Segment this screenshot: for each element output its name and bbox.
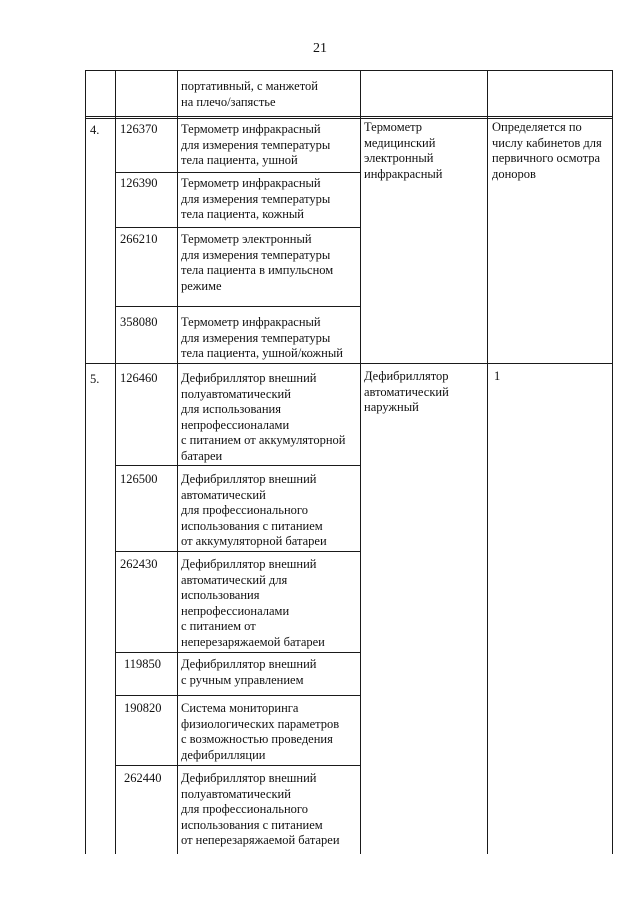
row-quantity: 1 [494,369,501,383]
item-code: 126370 [120,122,158,136]
page-number: 21 [313,41,327,56]
item-name: Дефибриллятор внешний полуавтоматический для профессионального использования с питанием от неперезаряжаемой батареи [181,771,340,847]
item-name: Термометр электронный для измерения температуры тела пациента в импульсном режиме [181,232,334,293]
item-name: Термометр инфракрасный для измерения температуры тела пациента, ушной [181,122,331,167]
cont-item-name: портативный, с манжетой на плечо/запястье [181,79,318,109]
item-code: 126460 [120,371,158,385]
item-code: 119850 [124,657,162,671]
item-code: 262440 [124,771,162,785]
row-number: 5. [90,372,100,386]
item-name: Дефибриллятор внешний автоматический для использования непрофессионалами с питанием от неперезаряжаемой батареи [181,557,325,649]
row-quantity: Определяется по числу кабинетов для первичного осмотра доноров [492,120,602,181]
item-code: 190820 [124,701,162,715]
row-type-name: Термометр медицинский электронный инфракрасный [364,120,443,181]
item-name: Дефибриллятор внешний полуавтоматический для использования непрофессионалами с питанием от аккумуляторной батареи [181,371,346,463]
item-name: Дефибриллятор внешний автоматический для профессионального использования с питанием от аккумуляторной батареи [181,472,327,548]
item-name: Дефибриллятор внешний с ручным управлением [181,657,317,687]
row-type-name: Дефибриллятор автоматический наружный [364,369,449,414]
item-code: 126500 [120,472,158,486]
item-name: Термометр инфракрасный для измерения температуры тела пациента, ушной/кожный [181,315,343,360]
item-code: 262430 [120,557,158,571]
item-name: Система мониторинга физиологических параметров с возможностью проведения дефибрилляции [181,701,340,762]
item-code: 358080 [120,315,158,329]
row-number: 4. [90,123,100,137]
item-name: Термометр инфракрасный для измерения температуры тела пациента, кожный [181,176,331,221]
item-code: 266210 [120,232,158,246]
item-code: 126390 [120,176,158,190]
